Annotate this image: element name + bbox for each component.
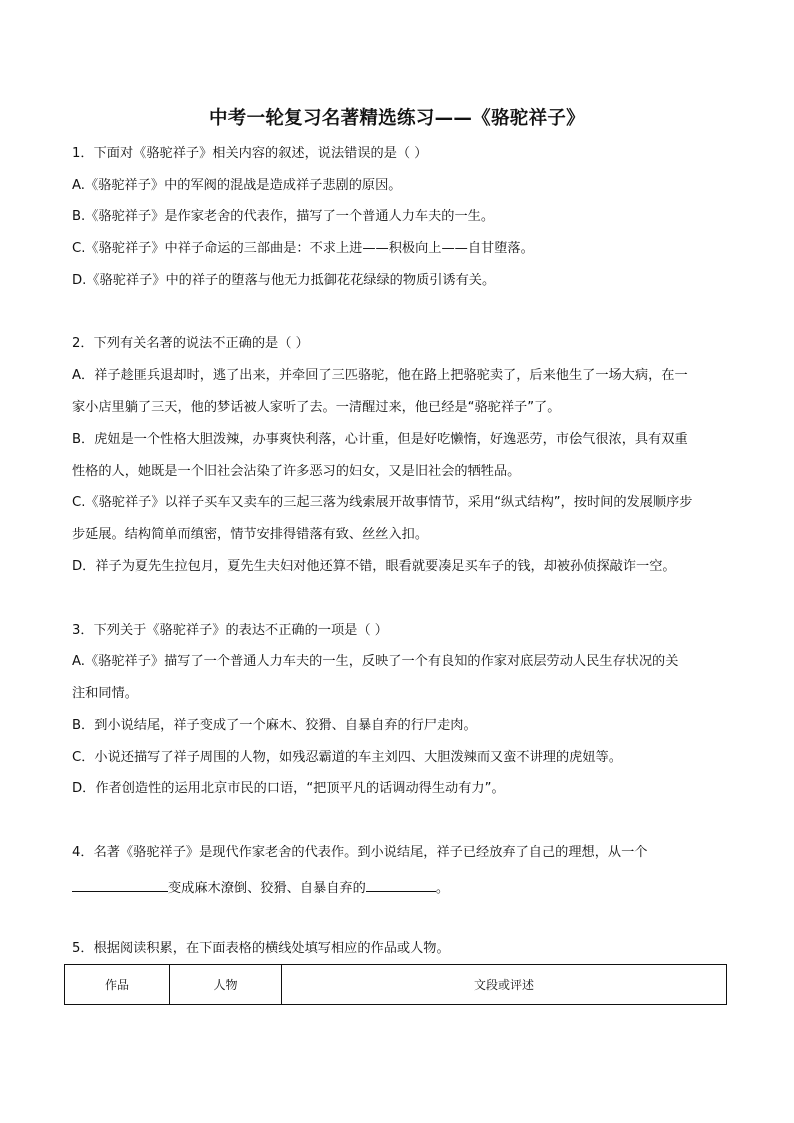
q5-header-work: 作品 <box>65 965 170 1004</box>
q2-stem: 2．下列有关名著的说法不正确的是（ ） <box>72 336 309 351</box>
q2-option-b-line2: 性格的人，她既是一个旧社会沾染了许多恶习的妇女，又是旧社会的牺牲品。 <box>72 464 521 479</box>
q1-option-d: D.《骆驼祥子》中的祥子的堕落与他无力抵御花花绿绿的物质引诱有关。 <box>72 273 496 288</box>
q4-blank-2[interactable] <box>366 877 436 892</box>
q4-line1: 4．名著《骆驼祥子》是现代作家老舍的代表作。到小说结尾，祥子已经放弃了自己的理想，从一个 <box>72 845 648 860</box>
q3-option-b: B．到小说结尾，祥子变成了一个麻木、狡猾、自暴自弃的行尸走肉。 <box>72 718 477 733</box>
q4-line2 <box>72 877 449 897</box>
q4-middle-text: 变成麻木潦倒、狡猾、自暴自弃的 <box>168 881 366 896</box>
q2-option-a-line1: A．祥子趁匪兵退却时，逃了出来，并牵回了三匹骆驼，他在路上把骆驼卖了，后来他生了一场大病，在一 <box>72 368 688 383</box>
q3-option-a-line2: 注和同情。 <box>72 686 138 701</box>
q3-option-c: C．小说还描写了祥子周围的人物，如残忍霸道的车主刘四、大胆泼辣而又蛮不讲理的虎妞等。 <box>72 750 622 765</box>
q1-option-b: B.《骆驼祥子》是作家老舍的代表作，描写了一个普通人力车夫的一生。 <box>72 209 495 224</box>
q3-option-d: D．作者创造性的运用北京市民的口语，“把顶平凡的话调动得生动有力”。 <box>72 781 505 796</box>
q2-option-b-line1: B．虎妞是一个性格大胆泼辣，办事爽快利落，心计重，但是好吃懒惰，好逸恶劳，市侩气很浓，具有双重 <box>72 432 688 447</box>
q1-option-a: A.《骆驼祥子》中的军阀的混战是造成祥子悲剧的原因。 <box>72 178 402 193</box>
q1-option-c: C.《骆驼祥子》中祥子命运的三部曲是：不求上进——积极向上——自甘堕落。 <box>72 241 534 256</box>
q1-stem: 1．下面对《骆驼祥子》相关内容的叙述，说法错误的是（ ） <box>72 146 428 161</box>
q5-header-passage: 文段或评述 <box>473 978 534 992</box>
q4-blank-1[interactable] <box>72 877 168 892</box>
q4-end-text: 。 <box>435 881 449 896</box>
q2-option-a-line2: 家小店里躺了三天，他的梦话被人家听了去。一清醒过来，他已经是“骆驼祥子”了。 <box>72 400 561 415</box>
q3-stem: 3．下列关于《骆驼祥子》的表达不正确的一项是（ ） <box>72 623 388 638</box>
q3-option-a-line1: A.《骆驼祥子》描写了一个普通人力车夫的一生，反映了一个有良知的作家对底层劳动人民生存状况的关 <box>72 654 679 669</box>
q2-option-d: D．祥子为夏先生拉包月，夏先生夫妇对他还算不错，眼看就要凑足买车子的钱，却被孙侦探敲诈一空。 <box>72 559 676 574</box>
q2-option-c-line2: 步延展。结构简单而缜密，情节安排得错落有致、丝丝入扣。 <box>72 527 429 542</box>
page-title: 中考一轮复习名著精选练习——《骆驼祥子》 <box>208 108 585 129</box>
q5-stem: 5．根据阅读积累，在下面表格的横线处填写相应的作品或人物。 <box>72 941 450 956</box>
q5-header-character: 人物 <box>170 965 282 1004</box>
q2-option-c-line1: C.《骆驼祥子》以祥子买车又卖车的三起三落为线索展开故事情节，采用“纵式结构”，按时间的发展顺序步 <box>72 495 693 510</box>
q5-table-header-row <box>64 964 727 1005</box>
